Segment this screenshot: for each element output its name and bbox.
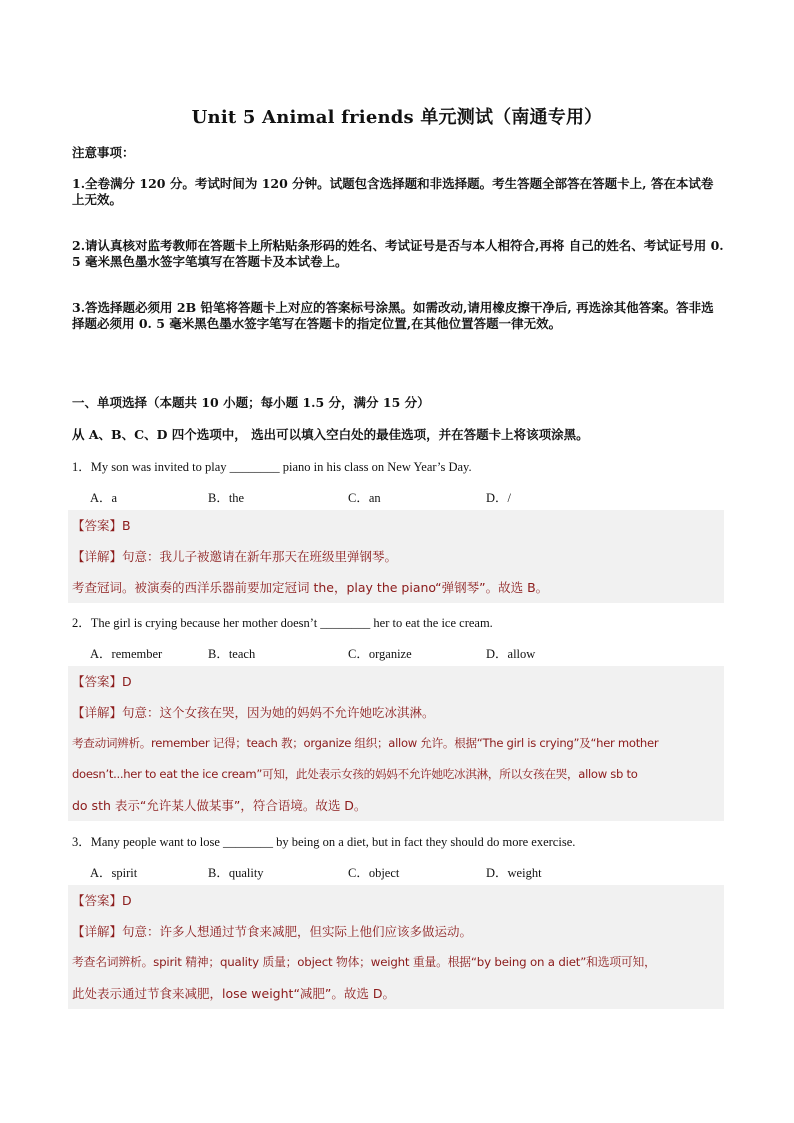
page-title: Unit 5 Animal friends 单元测试（南通专用） <box>191 107 603 128</box>
notice-item-3: 3.答选择题必须用 2B 铅笔将答题卡上对应的答案标号涂黑。如需改动,请用橡皮擦干净后, 再选涂其他答案。答非选择题必须用 0. 5 毫米黑色墨水签字笔写在答题卡的指定位置,在其他位置答题一律无效。 <box>72 300 714 331</box>
detail-line: 【详解】句意：许多人想通过节食来减肥，但实际上他们应该多做运动。 <box>72 924 473 939</box>
answer-block-3 <box>68 885 724 1009</box>
section-instruction: 从 A、B、C、D 四个选项中， 选出可以填入空白处的最佳选项，并在答题卡上将该项涂黑。 <box>72 427 589 442</box>
detail-line: do sth 表示“允许某人做某事”，符合语境。故选 D。 <box>72 798 367 813</box>
option-d: D．allow <box>486 647 536 661</box>
option-a: A．spirit <box>90 866 138 880</box>
option-d: D．weight <box>486 866 542 880</box>
detail-line: 【详解】句意：我儿子被邀请在新年那天在班级里弹钢琴。 <box>72 549 398 564</box>
question-2-stem: 2．The girl is crying because her mother doesn’t ________ her to eat the ice cream. <box>72 616 493 630</box>
section-heading: 一、单项选择（本题共 10 小题；每小题 1.5 分，满分 15 分） <box>72 395 430 410</box>
detail-line: 考查名词辨析。spirit 精神；quality 质量；object 物体；weight 重量。根据“by being on a diet”和选项可知， <box>72 955 656 969</box>
detail-line: 此处表示通过节食来减肥，lose weight“减肥”。故选 D。 <box>72 986 395 1001</box>
option-a: A．a <box>90 491 118 505</box>
option-c: C．object <box>348 866 400 880</box>
option-b: B．teach <box>208 647 256 661</box>
notice-heading: 注意事项： <box>72 145 135 160</box>
detail-line: 【详解】句意：这个女孩在哭，因为她的妈妈不允许她吃冰淇淋。 <box>72 705 435 720</box>
detail-line: 考查动词辨析。remember 记得；teach 教；organize 组织；allow 允许。根据“The girl is crying”及“her mother <box>72 736 659 750</box>
option-d: D．/ <box>486 491 512 505</box>
answer-label: 【答案】D <box>72 674 132 689</box>
option-c: C．organize <box>348 647 412 661</box>
question-3-stem: 3．Many people want to lose ________ by being on a diet, but in fact they should do more exercise. <box>72 835 576 849</box>
answer-label: 【答案】B <box>72 518 131 533</box>
notice-item-2: 2.请认真核对监考教师在答题卡上所粘贴条形码的姓名、考试证号是否与本人相符合,再将 自己的姓名、考试证号用 0. 5 毫米黑色墨水签字笔填写在答题卡及本试卷上。 <box>72 238 724 269</box>
option-a: A．remember <box>90 647 163 661</box>
answer-label: 【答案】D <box>72 893 132 908</box>
option-b: B．the <box>208 491 245 505</box>
option-c: C．an <box>348 491 381 505</box>
detail-line: 考查冠词。被演奏的西洋乐器前要加定冠词 the，play the piano“弹钢琴”。故选 B。 <box>72 580 549 595</box>
option-b: B．quality <box>208 866 264 880</box>
question-1-stem: 1．My son was invited to play ________ piano in his class on New Year’s Day. <box>72 460 472 474</box>
answer-block-2 <box>68 666 724 821</box>
notice-item-1: 1.全卷满分 120 分。考试时间为 120 分钟。试题包含选择题和非选择题。考生答题全部答在答题卡上, 答在本试卷上无效。 <box>72 176 714 207</box>
answer-block-1 <box>68 510 724 603</box>
detail-line: doesn’t...her to eat the ice cream”可知，此处表示女孩的妈妈不允许她吃冰淇淋，所以女孩在哭，allow sb to <box>72 767 638 781</box>
